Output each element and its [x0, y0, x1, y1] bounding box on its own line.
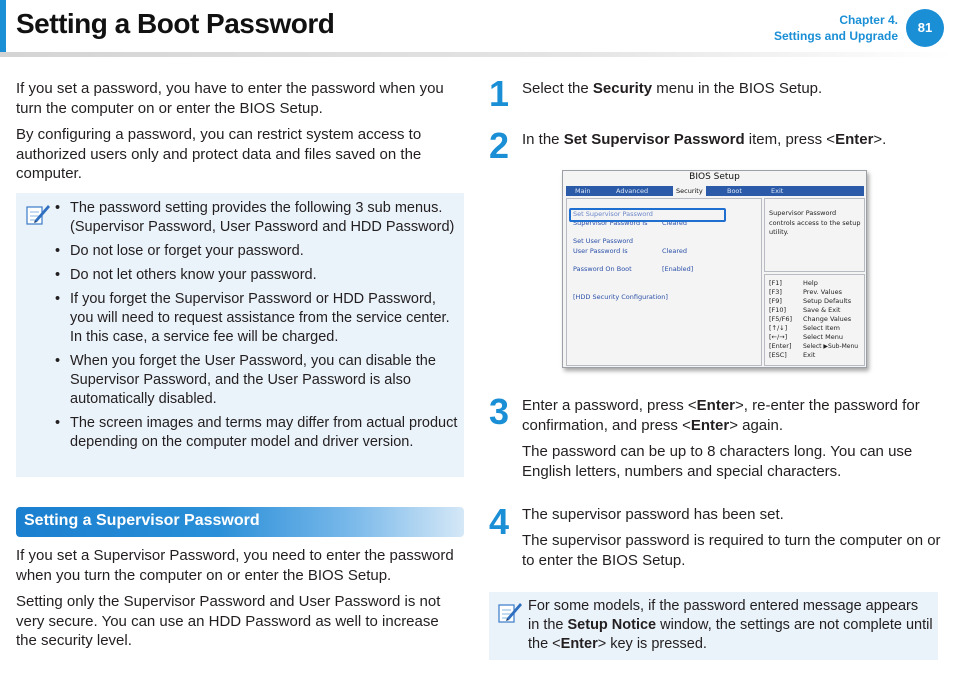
bios-key-action: Prev. Values: [803, 288, 843, 296]
note-item: • The screen images and terms may differ from actual product depending on the computer model and driver version.: [54, 414, 459, 452]
bios-item-hdd-security: [HDD Security Configuration]: [573, 293, 668, 301]
bios-setup-screenshot: [562, 170, 867, 368]
step-2-text: In the Set Supervisor Password item, press <Enter>.: [522, 131, 887, 148]
step-4-text: The supervisor password has been set.: [522, 506, 784, 523]
bios-menu-boot: Boot: [727, 187, 742, 195]
note-pencil-icon: [24, 200, 52, 228]
bios-item-user-value: Cleared: [662, 247, 687, 255]
note-item: • The password setting provides the following 3 sub menus. (Supervisor Password, User Password and HDD Password): [54, 199, 459, 237]
bios-item-set-user: Set User Password: [573, 237, 633, 245]
header-accent-bar: [0, 0, 6, 52]
step-number-1: 1: [489, 73, 510, 114]
bios-title: BIOS Setup: [689, 172, 740, 182]
bios-key-action: Select ▶Sub-Menu: [803, 343, 859, 350]
section-heading: Setting a Supervisor Password: [24, 512, 260, 529]
bios-key: [F5/F6]: [769, 315, 793, 323]
bios-menu-advanced: Advanced: [616, 187, 649, 195]
bios-settings-panel: [566, 198, 762, 366]
step-1-text: Select the Security menu in the BIOS Setup.: [522, 80, 823, 97]
section-paragraph-1: If you set a Supervisor Password, you need to enter the password when you turn the computer on or enter the BIOS Setup.: [16, 547, 454, 584]
chapter-number: Chapter 4.: [839, 13, 898, 27]
bios-menu-main: Main: [575, 187, 591, 195]
note-item: • Do not lose or forget your password.: [54, 242, 459, 261]
bios-key-action: Save & Exit: [803, 306, 841, 314]
header-divider: [0, 52, 954, 57]
bios-key-action: Help: [803, 279, 818, 287]
bios-key-action: Change Values: [803, 315, 852, 323]
section-paragraph-2: Setting only the Supervisor Password and User Password is not very secure. You can use an HDD Password as well to increase the security level.: [16, 593, 441, 649]
note-item: • When you forget the User Password, you can disable the Supervisor Password, and the User Password is also automatically disabled.: [54, 352, 459, 409]
bios-key: [←/→]: [769, 333, 788, 341]
bios-key: [F1]: [769, 279, 782, 287]
step-3-extra: The password can be up to 8 characters long. You can use English letters, numbers and special characters.: [522, 443, 913, 480]
step-number-3: 3: [489, 391, 510, 432]
bios-key: [↑/↓]: [769, 324, 788, 332]
bios-key-action: Setup Defaults: [803, 297, 852, 305]
note-item: • If you forget the Supervisor Password or HDD Password, you will need to request assistance from the service center. In this case, a service fee will be charged.: [54, 290, 459, 347]
bios-menu-exit: Exit: [771, 187, 784, 195]
step-4-extra: The supervisor password is required to turn the computer on or to enter the BIOS Setup.: [522, 532, 941, 569]
step-number-2: 2: [489, 125, 510, 166]
bios-key-action: Select Menu: [803, 333, 843, 341]
page-title: Setting a Boot Password: [16, 8, 335, 39]
bios-item-supervisor-value: Cleared: [662, 219, 687, 227]
bios-key: [F10]: [769, 306, 787, 314]
bios-menu-security: Security: [673, 186, 706, 196]
bios-key-action: Select Item: [803, 324, 840, 332]
bios-key: [F9]: [769, 297, 782, 305]
bios-item-password-on-boot: Password On Boot: [573, 265, 632, 273]
page-number-badge: 81: [906, 9, 944, 47]
tip-text: For some models, if the password entered message appears in the Setup Notice window, the settings are not complete until the <Enter> key is pressed.: [528, 598, 933, 652]
chapter-title: Settings and Upgrade: [773, 29, 898, 43]
bios-item-set-supervisor: Set Supervisor Password: [573, 210, 653, 218]
step-3-text: Enter a password, press <Enter>, re-enter the password for confirmation, and press <Enter> again.: [522, 397, 920, 434]
note-list: [54, 199, 459, 457]
step-number-4: 4: [489, 501, 510, 542]
bios-item-password-on-boot-value: [Enabled]: [662, 265, 694, 273]
bios-key: [ESC]: [769, 351, 787, 359]
intro-paragraph-2: By configuring a password, you can restrict system access to authorized users only and protect data and files saved on the computer.: [16, 126, 422, 182]
bios-item-supervisor-is: Supervisor Password Is: [573, 219, 648, 227]
bios-selection-highlight: [569, 208, 726, 222]
chapter-label: [774, 12, 898, 44]
bios-keys-panel: [764, 274, 865, 366]
note-item: • Do not let others know your password.: [54, 266, 459, 285]
intro-paragraph-1: If you set a password, you have to enter the password when you turn the computer on or enter the BIOS Setup.: [16, 80, 444, 117]
bios-menu-bar: [566, 186, 864, 196]
bios-key: [F3]: [769, 288, 782, 296]
note-pencil-icon: [496, 598, 524, 626]
bios-item-user-is: User Password Is: [573, 247, 628, 255]
bios-key-action: Exit: [803, 351, 816, 359]
bios-help-panel: [764, 198, 865, 272]
bios-key: [Enter]: [769, 342, 792, 350]
bios-help-text: Supervisor Password controls access to the setup utility.: [769, 209, 861, 236]
